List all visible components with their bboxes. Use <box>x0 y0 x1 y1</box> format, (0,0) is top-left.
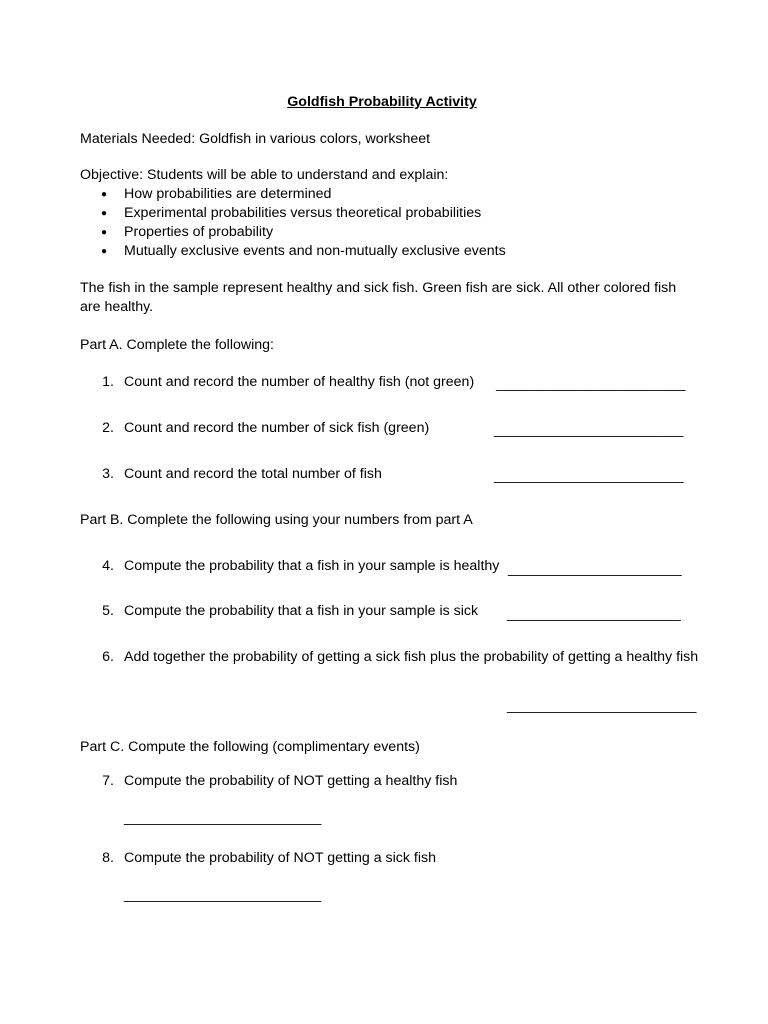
question-number: 8. <box>102 850 114 866</box>
answer-blank[interactable]: ________________________ <box>496 376 686 392</box>
part-b-heading: Part B. Complete the following using your numbers from part A <box>80 512 473 528</box>
question-number: 3. <box>102 466 114 482</box>
objective-item: ● Mutually exclusive events and non-mutually exclusive events <box>80 242 506 261</box>
question-number: 7. <box>102 773 114 789</box>
question-text: Compute the probability that a fish in your sample is sick <box>124 603 479 619</box>
answer-blank[interactable]: _________________________ <box>124 887 322 903</box>
question-number: 5. <box>102 603 114 619</box>
part-a-heading: Part A. Complete the following: <box>80 337 274 353</box>
objective-intro: Objective: Students will be able to understand and explain: <box>80 167 449 183</box>
answer-blank[interactable]: ______________________ <box>508 561 682 577</box>
question-text: Compute the probability that a fish in your sample is healthy <box>124 558 500 574</box>
objective-item: ● Experimental probabilities versus theoretical probabilities <box>80 204 506 223</box>
answer-blank[interactable]: ________________________ <box>494 422 684 438</box>
question-text: Add together the probability of getting a sick fish plus the probability of getting a healthy fish <box>124 649 699 665</box>
description-line-2: are healthy. <box>80 299 154 315</box>
description-line-1: The fish in the sample represent healthy and sick fish. Green fish are sick. All other colored fish <box>80 280 677 296</box>
answer-blank[interactable]: _________________________ <box>124 810 322 826</box>
answer-blank[interactable]: ________________________ <box>494 468 684 484</box>
question-number: 6. <box>102 649 114 665</box>
question-number: 2. <box>102 420 114 436</box>
question-text: Count and record the total number of fish <box>124 466 382 482</box>
objective-list <box>80 185 506 261</box>
question-text: Compute the probability of NOT getting a healthy fish <box>124 773 458 789</box>
objective-item: ● How probabilities are determined <box>80 185 506 204</box>
question-text: Compute the probability of NOT getting a sick fish <box>124 850 437 866</box>
question-text: Count and record the number of healthy fish (not green) <box>124 374 475 390</box>
part-c-heading: Part C. Compute the following (complimentary events) <box>80 739 420 755</box>
materials-text: Materials Needed: Goldfish in various colors, worksheet <box>80 131 431 147</box>
answer-blank[interactable]: ________________________ <box>507 698 697 714</box>
answer-blank[interactable]: ______________________ <box>507 606 681 622</box>
question-number: 4. <box>102 558 114 574</box>
question-text: Count and record the number of sick fish (green) <box>124 420 430 436</box>
objective-item: ● Properties of probability <box>80 223 506 242</box>
page-title: Goldfish Probability Activity <box>287 94 477 110</box>
question-number: 1. <box>102 374 114 390</box>
